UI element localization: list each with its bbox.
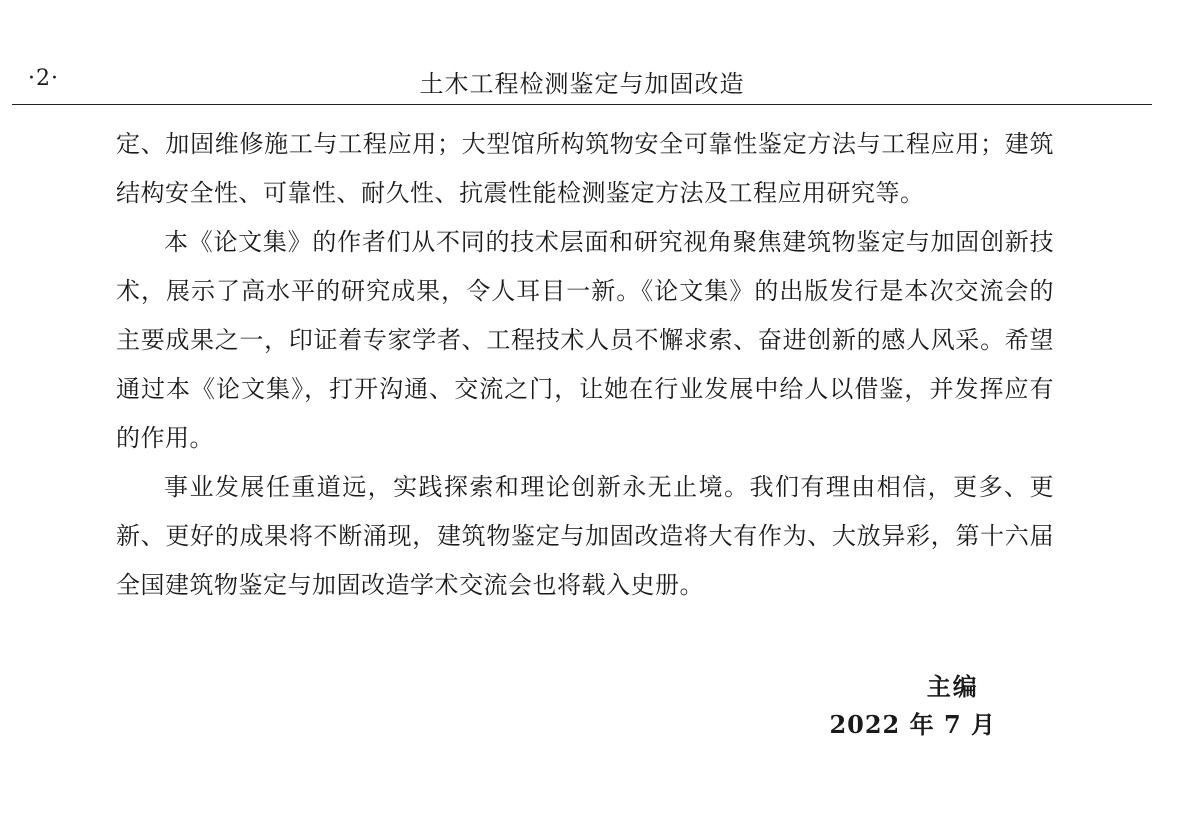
body-text xyxy=(116,120,1054,610)
running-title: 土木工程检测鉴定与加固改造 xyxy=(419,70,745,98)
paragraph: 事业发展任重道远，实践探索和理论创新永无止境。我们有理由相信，更多、更新、更好的成果将不断涌现，建筑物鉴定与加固改造将大有作为、大放异彩，第十六届全国建筑物鉴定与加固改造学术交流会也将载入史册。 xyxy=(116,473,1054,599)
page-number: ·2· xyxy=(28,66,59,91)
signature-role: 主编 xyxy=(926,672,979,701)
paragraph-continuation: 定、加固维修施工与工程应用；大型馆所构筑物安全可靠性鉴定方法与工程应用；建筑结构安全性、可靠性、耐久性、抗震性能检测鉴定方法及工程应用研究等。 xyxy=(116,130,1054,207)
signature-date: 2022 年 7 月 xyxy=(829,710,996,739)
page-header xyxy=(12,60,1152,105)
paragraph: 本《论文集》的作者们从不同的技术层面和研究视角聚焦建筑物鉴定与加固创新技术，展示了高水平的研究成果，令人耳目一新。《论文集》的出版发行是本次交流会的主要成果之一，印证着专家学者、工程技术人员不懈求索、奋进创新的感人风采。希望通过本《论文集》，打开沟通、交流之门，让她在行业发展中给人以借鉴，并发挥应有的作用。 xyxy=(116,228,1054,452)
signature-block xyxy=(829,668,996,744)
